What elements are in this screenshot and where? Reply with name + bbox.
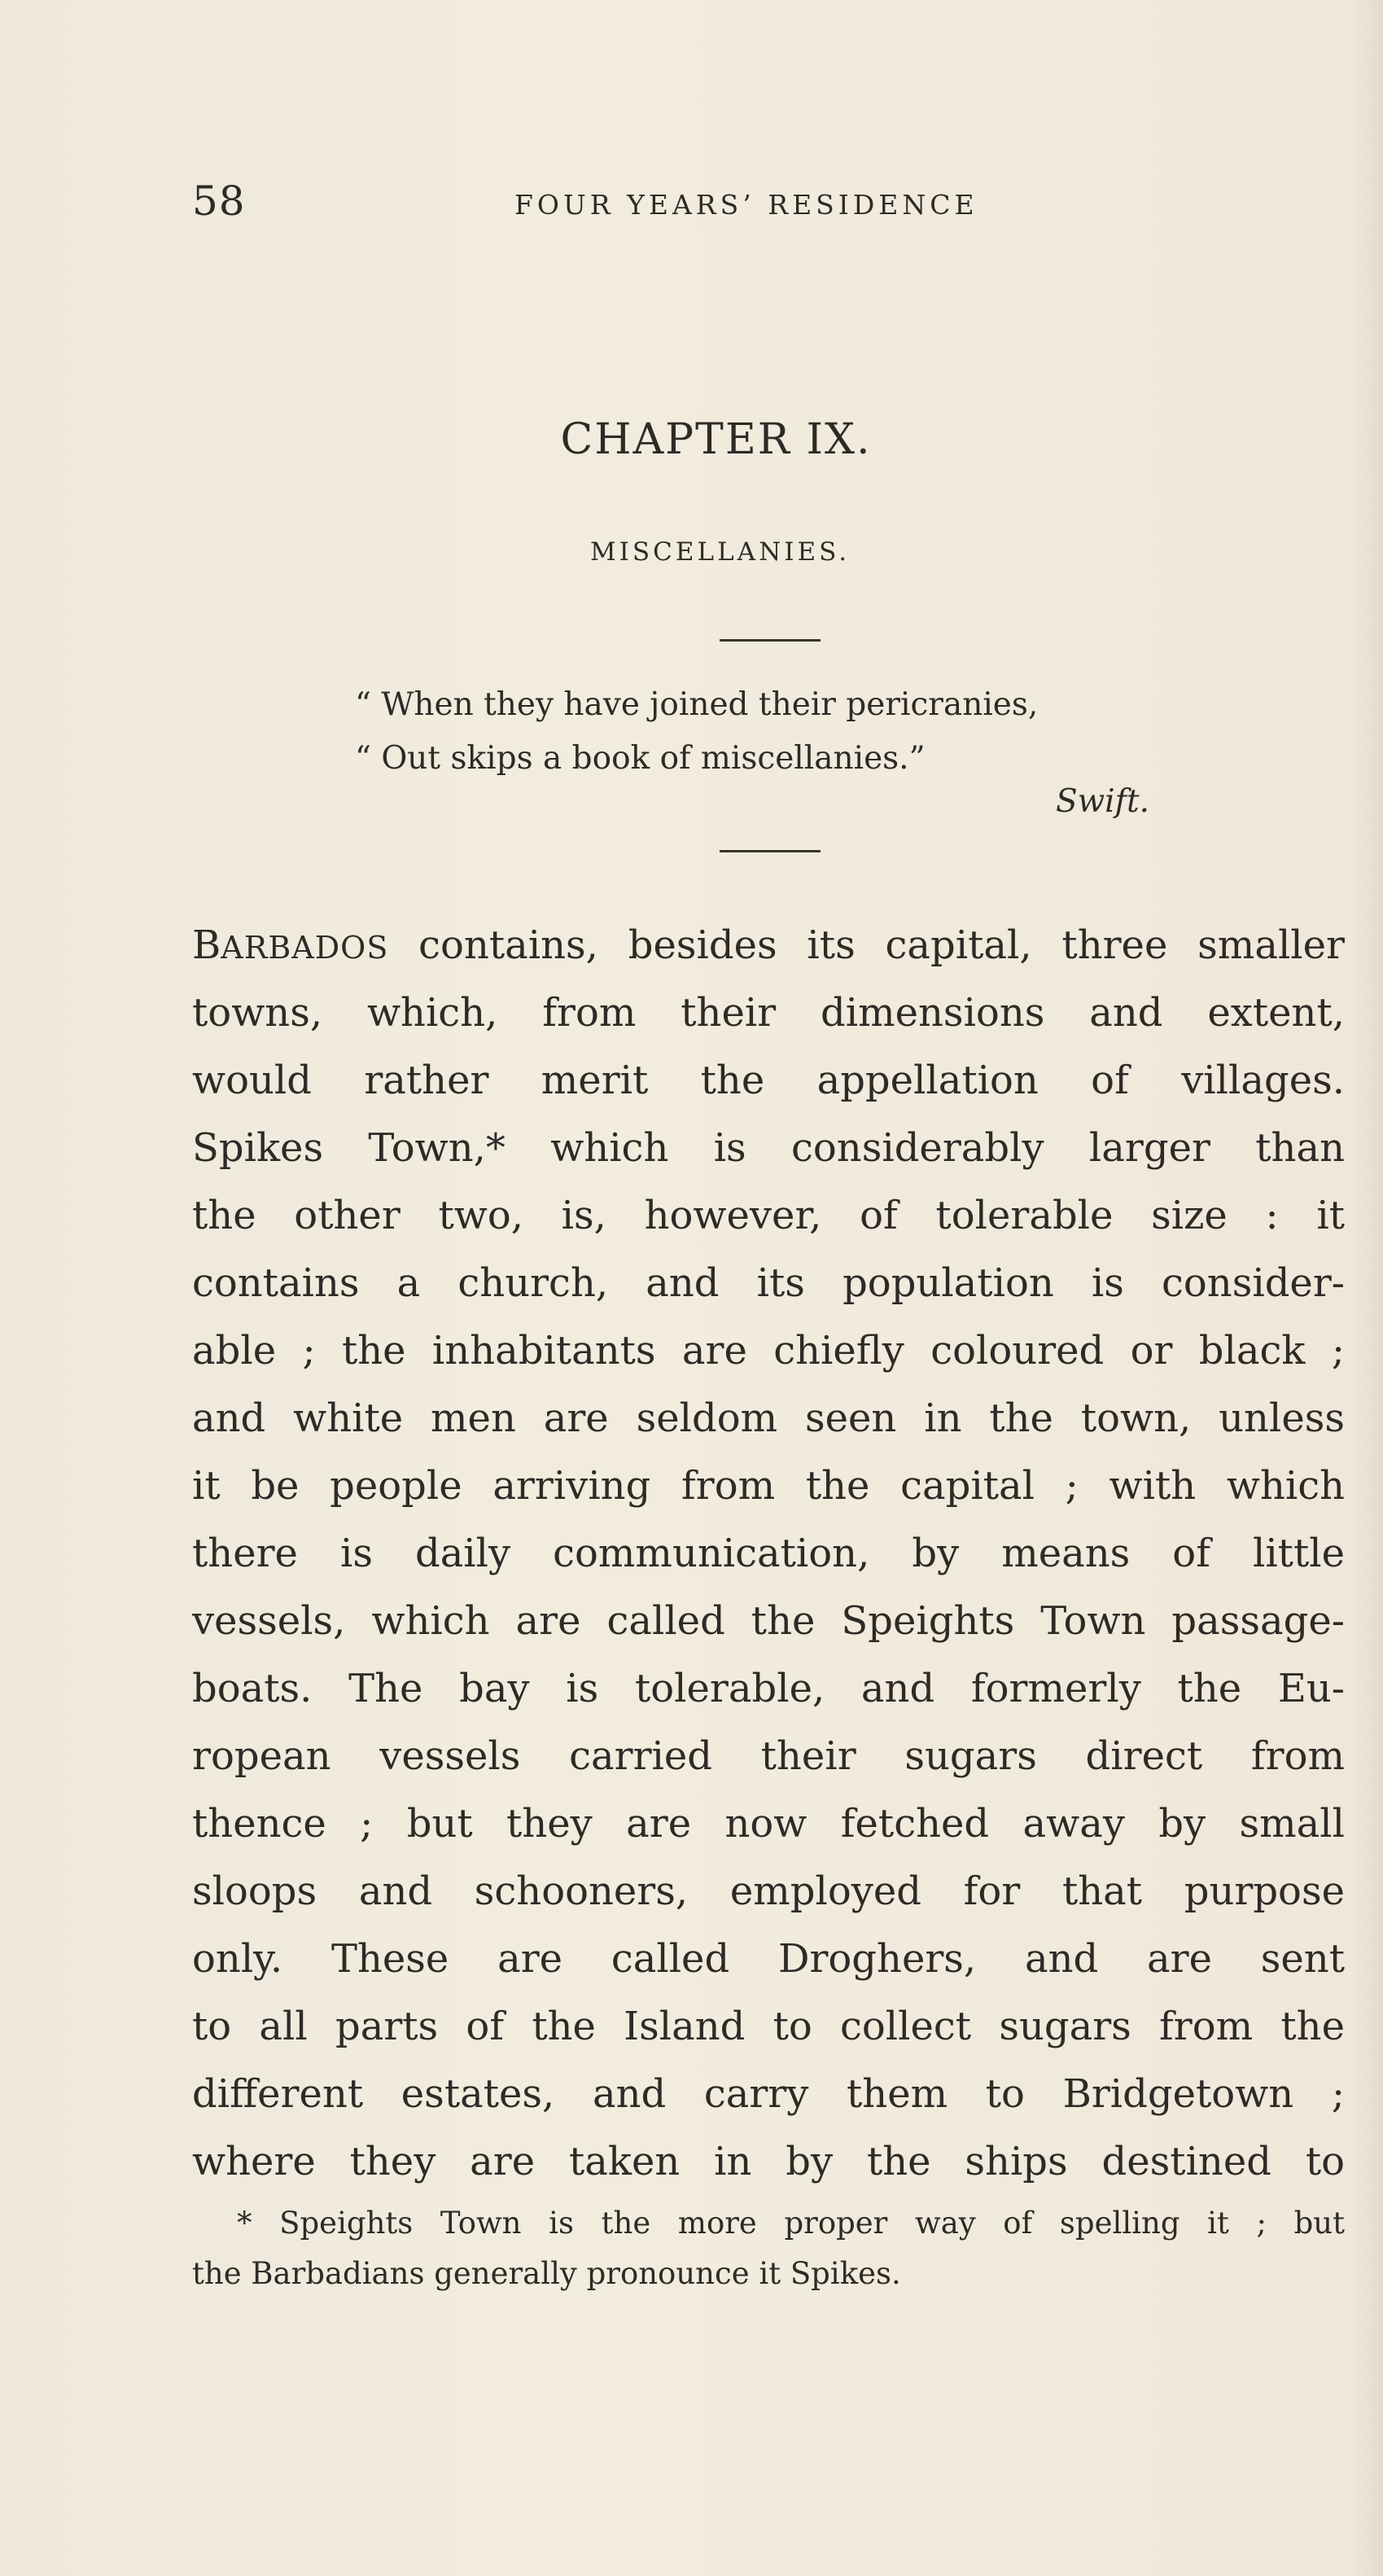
divider-rule-bottom <box>720 850 821 852</box>
footnote <box>192 2198 1345 2299</box>
body-line-first <box>192 912 1345 979</box>
body-line: thence ; but they are now fetched away by small <box>192 1801 1345 1847</box>
body-line: there is daily communication, by means of little <box>192 1531 1345 1576</box>
page-edge-shadow <box>1350 0 1383 2576</box>
body-line: able ; the inhabitants are chiefly coloured or black ; <box>192 1328 1345 1373</box>
epigraph-line: “ When they have joined their pericranies, <box>355 686 1039 723</box>
body-line: Spikes Town,* which is considerably larger than <box>192 1125 1345 1171</box>
body-line: where they are taken in by the ships destined to <box>192 2139 1345 2184</box>
body-line: would rather merit the appellation of villages. <box>192 1058 1345 1103</box>
drop-word-rest: ARBADOS <box>221 930 389 966</box>
body-line: the other two, is, however, of tolerable size : it <box>192 1193 1345 1238</box>
body-text <box>192 912 1345 2196</box>
body-line: boats. The bay is tolerable, and formerly the Eu- <box>192 1666 1345 1711</box>
body-line: sloops and schooners, employed for that purpose <box>192 1868 1345 1914</box>
body-line: and white men are seldom seen in the town, unless <box>192 1395 1345 1441</box>
chapter-subtitle: MISCELLANIES. <box>589 537 851 567</box>
epigraph <box>355 678 1169 786</box>
page-header <box>192 177 1031 234</box>
body-line: to all parts of the Island to collect sugars from the <box>192 2004 1345 2049</box>
body-line: contains a church, and its population is consider- <box>192 1260 1345 1306</box>
footnote-line: * Speights Town is the more proper way of spelling it ; but <box>237 2206 1345 2241</box>
body-line: towns, which, from their dimensions and extent, <box>192 990 1345 1036</box>
epigraph-attribution: Swift. <box>1056 783 1150 820</box>
epigraph-line: “ Out skips a book of miscellanies.” <box>355 740 926 777</box>
body-line: ropean vessels carried their sugars direct from <box>192 1733 1345 1779</box>
body-line: different estates, and carry them to Bridgetown ; <box>192 2071 1345 2117</box>
first-line-rest: contains, besides its capital, three smaller <box>388 922 1345 968</box>
body-line: only. These are called Droghers, and are sent <box>192 1936 1345 1982</box>
footnote-line: the Barbadians generally pronounce it Spikes. <box>192 2256 901 2291</box>
drop-word-initial: B <box>192 922 221 968</box>
page-number: 58 <box>192 177 246 225</box>
divider-rule-top <box>720 639 821 642</box>
running-head: FOUR YEARS’ RESIDENCE <box>514 189 978 221</box>
body-line: it be people arriving from the capital ; with which <box>192 1463 1345 1509</box>
body-line: vessels, which are called the Speights Town passage- <box>192 1598 1345 1644</box>
chapter-title: CHAPTER IX. <box>560 415 872 464</box>
